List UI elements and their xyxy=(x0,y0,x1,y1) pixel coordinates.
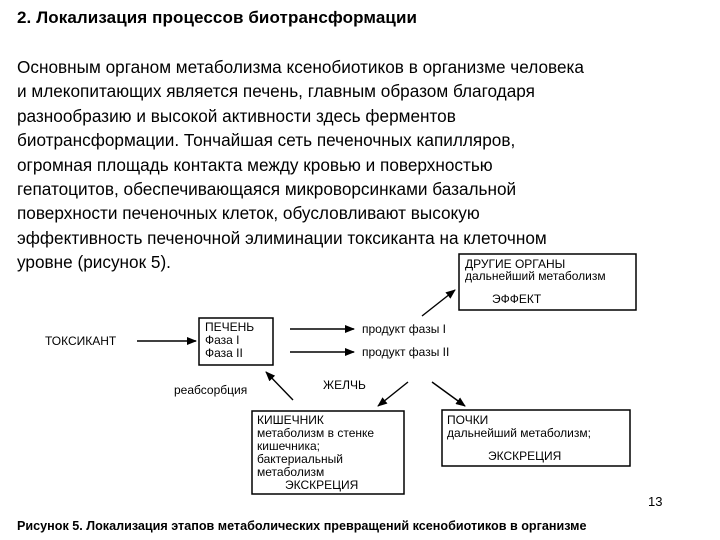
other-organs-effect: ЭФФЕКТ xyxy=(492,292,542,306)
product-phase2-label: продукт фазы II xyxy=(362,345,450,359)
paragraph-line: эффективность печеночной элиминации токсиканта на клеточном xyxy=(17,227,547,248)
paragraph-line: Основным органом метаболизма ксенобиотиков в организме человека xyxy=(17,57,584,77)
intestine-line5: метаболизм xyxy=(257,465,325,479)
paragraph-line: биотрансформации. Тончайшая сеть печеночных капилляров, xyxy=(17,130,516,151)
paragraph-line: поверхности печеночных клеток, обусловливают высокую xyxy=(17,203,480,224)
to-other-organs-arrow xyxy=(422,290,455,316)
paragraph-line: разнообразию и высокой активности здесь ферментов xyxy=(17,105,456,126)
reabsorption-arrow xyxy=(266,372,293,400)
intestine-title: КИШЕЧНИК xyxy=(257,413,324,427)
kidneys-title: ПОЧКИ xyxy=(447,413,489,427)
toxicant-label: ТОКСИКАНТ xyxy=(45,334,117,348)
other-organs-metabolism: дальнейший метаболизм xyxy=(465,269,606,283)
liver-phase1: Фаза I xyxy=(205,333,240,347)
figure-caption: Рисунок 5. Локализация этапов метаболических превращений ксенобиотиков в организме xyxy=(17,519,587,533)
intestine-line3: кишечника; xyxy=(257,439,320,453)
page-number: 13 xyxy=(648,494,663,509)
paragraph-line: и млекопитающих является печень, главным образом благодаря xyxy=(17,81,535,102)
kidneys-line2: дальнейший метаболизм; xyxy=(447,426,591,440)
to-kidneys-arrow xyxy=(432,382,465,406)
paragraph-line: огромная площадь контакта между кровью и поверхностью xyxy=(17,154,493,175)
liver-title: ПЕЧЕНЬ xyxy=(205,320,255,334)
liver-phase2: Фаза II xyxy=(205,346,243,360)
product-phase1-label: продукт фазы I xyxy=(362,322,447,336)
other-organs-title: ДРУГИЕ ОРГАНЫ xyxy=(465,257,566,271)
bile-arrow xyxy=(378,382,408,406)
paragraph-line: гепатоцитов, обеспечивающаяся микроворсинками базальной xyxy=(17,179,517,200)
kidneys-excretion: ЭКСКРЕЦИЯ xyxy=(488,449,562,463)
reabsorption-label: реабсорбция xyxy=(174,383,248,397)
bile-label: ЖЕЛЧЬ xyxy=(323,378,366,392)
intestine-line2: метаболизм в стенке xyxy=(257,426,375,440)
slide-title: 2. Локализация процессов биотрансформации xyxy=(17,8,418,27)
intestine-line4: бактериальный xyxy=(257,452,343,466)
paragraph-line: уровне (рисунок 5). xyxy=(17,252,171,273)
intestine-excretion: ЭКСКРЕЦИЯ xyxy=(285,478,359,492)
